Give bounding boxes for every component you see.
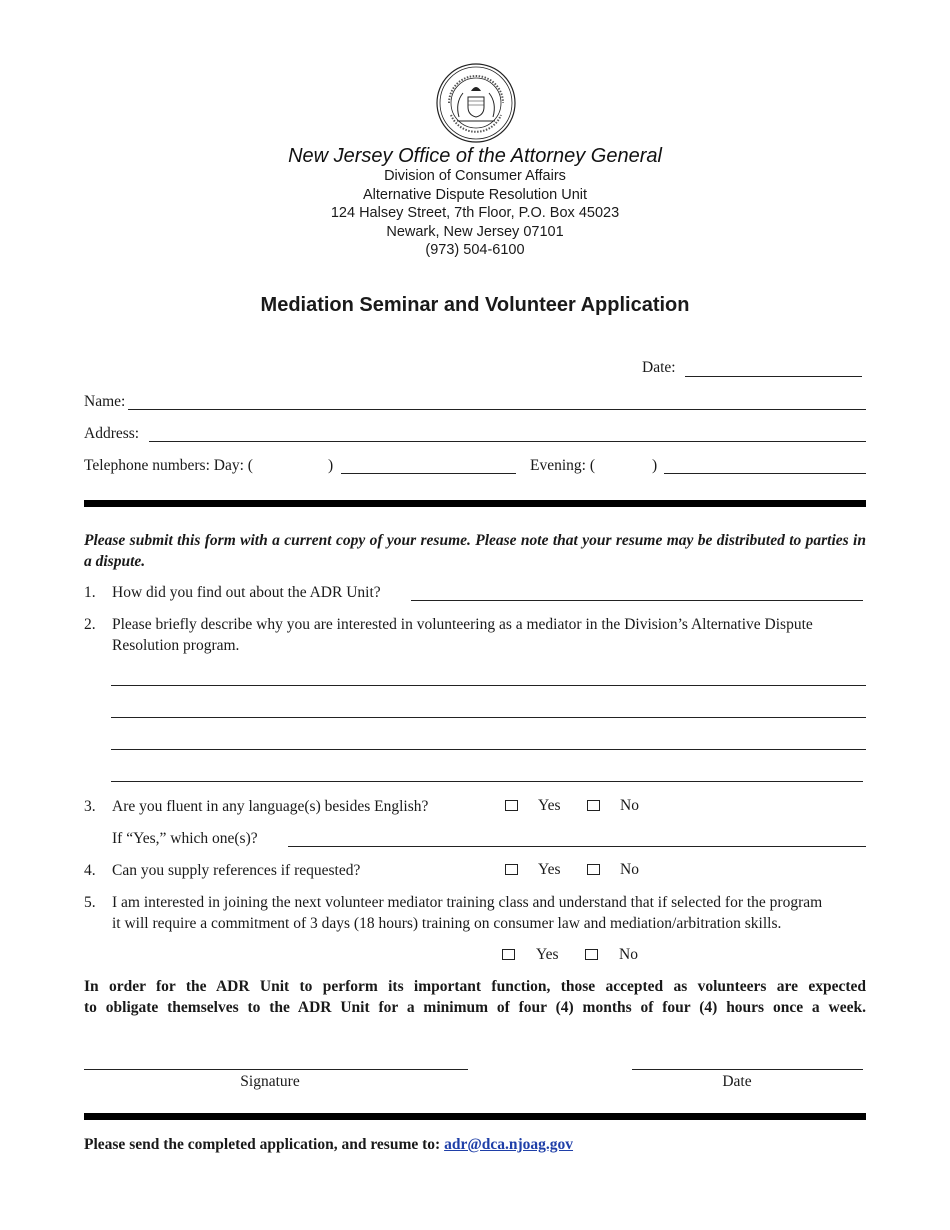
- date-label: Date:: [642, 359, 676, 376]
- question-4-yes-checkbox[interactable]: [505, 864, 518, 875]
- signature-field[interactable]: [84, 1069, 468, 1070]
- question-5-no-checkbox[interactable]: [585, 949, 598, 960]
- address-label: Address:: [84, 425, 140, 442]
- signature-label: Signature: [240, 1073, 300, 1090]
- question-5-line-1: I am interested in joining the next volunteer mediator training class and understand that if selected for the program: [112, 894, 823, 911]
- question-1-number: 1.: [84, 584, 96, 601]
- page-title: Mediation Seminar and Volunteer Application: [260, 294, 690, 316]
- question-1-text: How did you find out about the ADR Unit?: [112, 584, 381, 601]
- name-label: Name:: [84, 393, 126, 410]
- obligation-line-2: to obligate themselves to the ADR Unit for a minimum of four (4) months of four (4) hours once a week.: [84, 999, 866, 1016]
- email-link[interactable]: adr@dca.njoag.gov: [444, 1136, 574, 1153]
- question-3-yes-checkbox[interactable]: [505, 800, 518, 811]
- question-5-yes-checkbox[interactable]: [502, 949, 515, 960]
- question-2-answer-line[interactable]: [111, 749, 866, 750]
- question-5-yes-label: Yes: [536, 946, 559, 963]
- question-4-no-checkbox[interactable]: [587, 864, 600, 875]
- question-3-no-label: No: [620, 797, 639, 814]
- question-2-number: 2.: [84, 616, 96, 633]
- question-2-answer-line[interactable]: [111, 685, 866, 686]
- question-3-number: 3.: [84, 798, 96, 815]
- language-field[interactable]: [288, 846, 866, 847]
- footer-divider: [84, 1113, 866, 1120]
- question-5-number: 5.: [84, 894, 96, 911]
- evening-phone-field[interactable]: [664, 473, 866, 474]
- resume-notice: Please submit this form with a current copy of your resume. Please note that your resume may be distributed to parties in a dispute.: [84, 532, 866, 570]
- question-2-answer-line[interactable]: [111, 717, 866, 718]
- question-2-answer-line[interactable]: [111, 781, 863, 782]
- question-5-no-label: No: [619, 946, 638, 963]
- send-text: Please send the completed application, and resume to:: [84, 1136, 441, 1153]
- footer-instruction: [84, 1136, 573, 1154]
- question-3-followup: If “Yes,” which one(s)?: [112, 830, 258, 847]
- question-1-answer[interactable]: [411, 600, 863, 601]
- phone-number: (973) 504-6100: [425, 242, 525, 258]
- signature-date-field[interactable]: [632, 1069, 863, 1070]
- evening-label: Evening: (: [530, 457, 595, 474]
- question-2-line-1: Please briefly describe why you are interested in volunteering as a mediator in the Division’s Alternative Dispute: [112, 616, 813, 633]
- city-address: Newark, New Jersey 07101: [386, 224, 564, 240]
- day-area-code-close: ): [328, 457, 334, 474]
- question-4-number: 4.: [84, 862, 96, 879]
- unit-name: Alternative Dispute Resolution Unit: [362, 187, 588, 203]
- question-4-yes-label: Yes: [538, 861, 561, 878]
- question-5-line-2: it will require a commitment of 3 days (18 hours) training on consumer law and mediation/arbitration skills.: [112, 915, 782, 932]
- date-field[interactable]: [685, 376, 862, 377]
- division-name: Division of Consumer Affairs: [384, 168, 566, 184]
- question-3-text: Are you fluent in any language(s) besides English?: [112, 798, 429, 815]
- question-4-text: Can you supply references if requested?: [112, 862, 361, 879]
- signature-date-label: Date: [722, 1073, 752, 1090]
- day-phone-field[interactable]: [341, 473, 516, 474]
- question-4-no-label: No: [620, 861, 639, 878]
- office-name: New Jersey Office of the Attorney General: [288, 145, 662, 167]
- street-address: 124 Halsey Street, 7th Floor, P.O. Box 45023: [330, 205, 620, 221]
- obligation-line-1: In order for the ADR Unit to perform its important function, those accepted as volunteers are expected: [84, 978, 866, 995]
- address-field[interactable]: [149, 441, 866, 442]
- telephone-label: Telephone numbers: Day: (: [84, 457, 253, 474]
- question-3-no-checkbox[interactable]: [587, 800, 600, 811]
- question-2-line-2: Resolution program.: [112, 637, 240, 654]
- evening-area-code-close: ): [652, 457, 658, 474]
- name-field[interactable]: [128, 409, 866, 410]
- section-divider: [84, 500, 866, 507]
- question-3-yes-label: Yes: [538, 797, 561, 814]
- state-seal: [435, 63, 517, 143]
